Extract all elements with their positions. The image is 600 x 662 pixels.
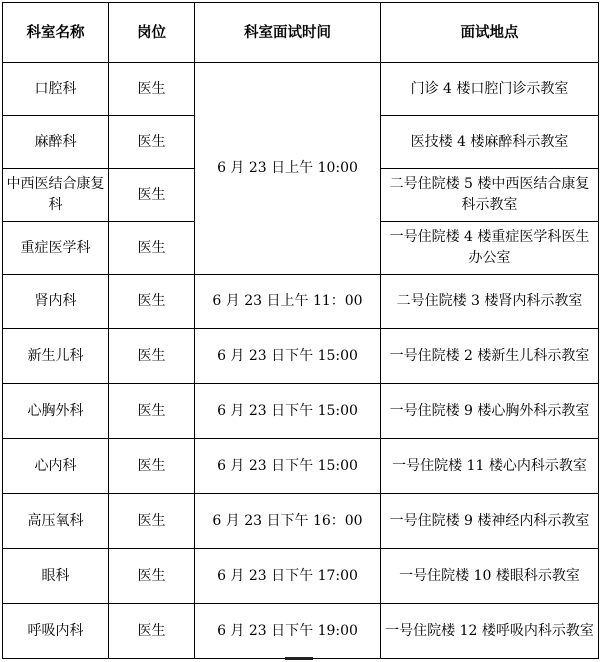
table-row [3,329,599,384]
time-cell: 6 月 23 日下午 15:00 [195,329,381,384]
table-row [3,604,599,659]
time-cell-merged: 6 月 23 日上午 10:00 [195,63,381,275]
place-cell: 医技楼 4 楼麻醉科示教室 [381,116,599,169]
dept-cell: 眼科 [3,549,109,604]
place-cell: 一号住院楼 9 楼心胸外科示教室 [381,384,599,439]
post-cell: 医生 [109,604,195,659]
table-row [3,494,599,549]
dept-cell: 呼吸内科 [3,604,109,659]
table-header-row [3,3,599,63]
table-row [3,384,599,439]
table-row [3,549,599,604]
post-cell: 医生 [109,169,195,222]
dept-cell: 心内科 [3,439,109,494]
post-cell: 医生 [109,63,195,116]
place-cell: 门诊 4 楼口腔门诊示教室 [381,63,599,116]
place-cell: 一号住院楼 2 楼新生儿科示教室 [381,329,599,384]
post-cell: 医生 [109,439,195,494]
place-cell: 一号住院楼 11 楼心内科示教室 [381,439,599,494]
time-cell: 6 月 23 日下午 17:00 [195,549,381,604]
time-cell: 6 月 23 日下午 16：00 [195,494,381,549]
post-cell: 医生 [109,384,195,439]
table-row [3,439,599,494]
dept-cell: 新生儿科 [3,329,109,384]
dept-cell: 高压氧科 [3,494,109,549]
post-cell: 医生 [109,222,195,275]
time-cell: 6 月 23 日下午 15:00 [195,384,381,439]
place-cell: 一号住院楼 9 楼神经内科示教室 [381,494,599,549]
header-post: 岗位 [109,3,195,63]
time-cell: 6 月 23 日下午 19:00 [195,604,381,659]
header-place: 面试地点 [381,3,599,63]
dept-cell: 心胸外科 [3,384,109,439]
header-dept: 科室名称 [3,3,109,63]
dept-cell: 肾内科 [3,275,109,329]
table-row [3,275,599,329]
place-cell: 一号住院楼 12 楼呼吸内科示教室 [381,604,599,659]
post-cell: 医生 [109,494,195,549]
dept-cell: 中西医结合康复科 [3,169,109,222]
interview-schedule-table [2,2,599,659]
time-cell: 6 月 23 日下午 15:00 [195,439,381,494]
dept-cell: 麻醉科 [3,116,109,169]
page-bottom-mark [285,657,313,660]
header-time: 科室面试时间 [195,3,381,63]
place-cell: 二号住院楼 5 楼中西医结合康复科示教室 [381,169,599,222]
post-cell: 医生 [109,116,195,169]
time-cell: 6 月 23 日上午 11：00 [195,275,381,329]
dept-cell: 重症医学科 [3,222,109,275]
place-cell: 一号住院楼 4 楼重症医学科医生办公室 [381,222,599,275]
dept-cell: 口腔科 [3,63,109,116]
post-cell: 医生 [109,275,195,329]
place-cell: 一号住院楼 10 楼眼科示教室 [381,549,599,604]
post-cell: 医生 [109,329,195,384]
post-cell: 医生 [109,549,195,604]
place-cell: 二号住院楼 3 楼肾内科示教室 [381,275,599,329]
table-row [3,63,599,116]
